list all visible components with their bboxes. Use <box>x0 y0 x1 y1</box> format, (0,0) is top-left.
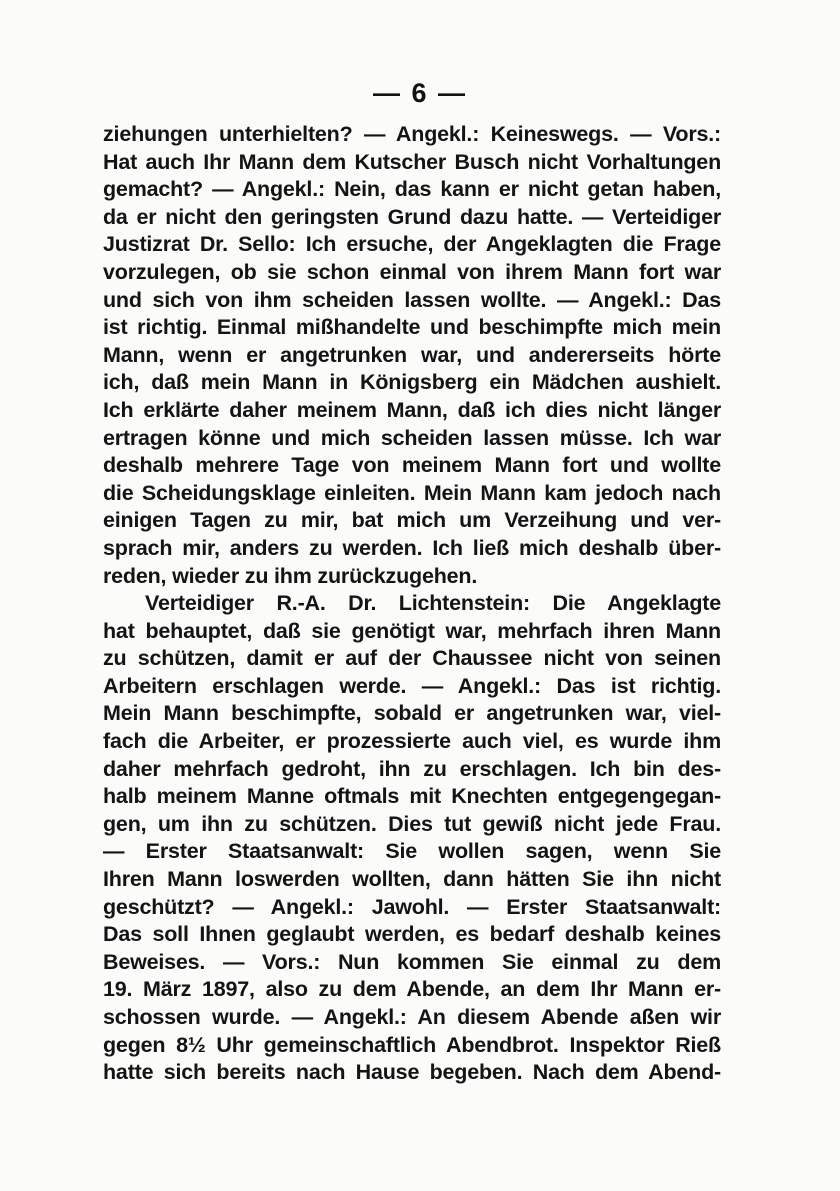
text-line: Verteidiger R.-A. Dr. Lichtenstein: Die Angeklagte <box>145 591 721 616</box>
text-line: Mein Mann beschimpfte, sobald er angetrunken war, viel- <box>103 701 721 726</box>
text-line: Beweises. — Vors.: Nun kommen Sie einmal zu dem <box>103 949 721 974</box>
text-line: hatte sich bereits nach Hause begeben. Nach dem Abend- <box>103 1060 721 1085</box>
text-line: ist richtig. Einmal mißhandelte und beschimpfte mich mein <box>103 315 721 340</box>
text-line: ich, daß mein Mann in Königsberg ein Mädchen aushielt. <box>103 370 721 395</box>
body-text <box>103 121 721 1087</box>
text-line: Das soll Ihnen geglaubt werden, es bedarf deshalb keines <box>103 922 721 947</box>
text-line: Hat auch Ihr Mann dem Kutscher Busch nicht Vorhaltungen <box>103 149 721 174</box>
text-line: Justizrat Dr. Sello: Ich ersuche, der Angeklagten die Frage <box>103 232 721 257</box>
text-line: schossen wurde. — Angekl.: An diesem Abende aßen wir <box>103 1005 721 1029</box>
text-line: Mann, wenn er angetrunken war, und andererseits hörte <box>103 342 721 367</box>
page-number: — 6 — <box>372 78 468 108</box>
text-line: einigen Tagen zu mir, bat mich um Verzeihung und ver- <box>103 508 721 533</box>
text-line: Ich erklärte daher meinem Mann, daß ich dies nicht länger <box>103 397 721 422</box>
text-line: gegen 8½ Uhr gemeinschaftlich Abendbrot. Inspektor Rieß <box>103 1032 721 1057</box>
text-line: da er nicht den geringsten Grund dazu hatte. — Verteidiger <box>103 204 721 229</box>
text-line: deshalb mehrere Tage von meinem Mann fort und wollte <box>103 453 721 478</box>
text-line: zu schützen, damit er auf der Chaussee nicht von seinen <box>103 646 721 671</box>
text-line: sprach mir, anders zu werden. Ich ließ mich deshalb über- <box>103 535 721 560</box>
text-line: reden, wieder zu ihm zurückzugehen. <box>103 563 478 588</box>
text-line: fach die Arbeiter, er prozessierte auch viel, es wurde ihm <box>103 729 721 754</box>
text-line: Arbeitern erschlagen werde. — Angekl.: Das ist richtig. <box>103 673 721 698</box>
text-line: Ihren Mann loswerden wollten, dann hätten Sie ihn nicht <box>103 867 721 892</box>
text-line: daher mehrfach gedroht, ihn zu erschlagen. Ich bin des- <box>103 756 721 781</box>
text-line: die Scheidungsklage einleiten. Mein Mann kam jedoch nach <box>103 480 721 505</box>
text-line: ertragen könne und mich scheiden lassen müsse. Ich war <box>103 425 721 450</box>
text-line: ziehungen unterhielten? — Angekl.: Keineswegs. — Vors.: <box>103 122 721 146</box>
text-line: 19. März 1897, also zu dem Abende, an dem Ihr Mann er- <box>103 977 721 1002</box>
text-line: halb meinem Manne oftmals mit Knechten entgegengegan- <box>103 784 721 809</box>
text-line: gen, um ihn zu schützen. Dies tut gewiß nicht jede Frau. <box>103 811 721 836</box>
text-line: geschützt? — Angekl.: Jawohl. — Erster Staatsanwalt: <box>103 894 721 919</box>
text-line: und sich von ihm scheiden lassen wollte. — Angekl.: Das <box>103 287 721 312</box>
text-line: — Erster Staatsanwalt: Sie wollen sagen, wenn Sie <box>103 839 721 864</box>
text-line: gemacht? — Angekl.: Nein, das kann er nicht getan haben, <box>103 177 721 202</box>
text-line: vorzulegen, ob sie schon einmal von ihrem Mann fort war <box>103 259 721 284</box>
text-line: hat behauptet, daß sie genötigt war, mehrfach ihren Mann <box>103 618 721 643</box>
